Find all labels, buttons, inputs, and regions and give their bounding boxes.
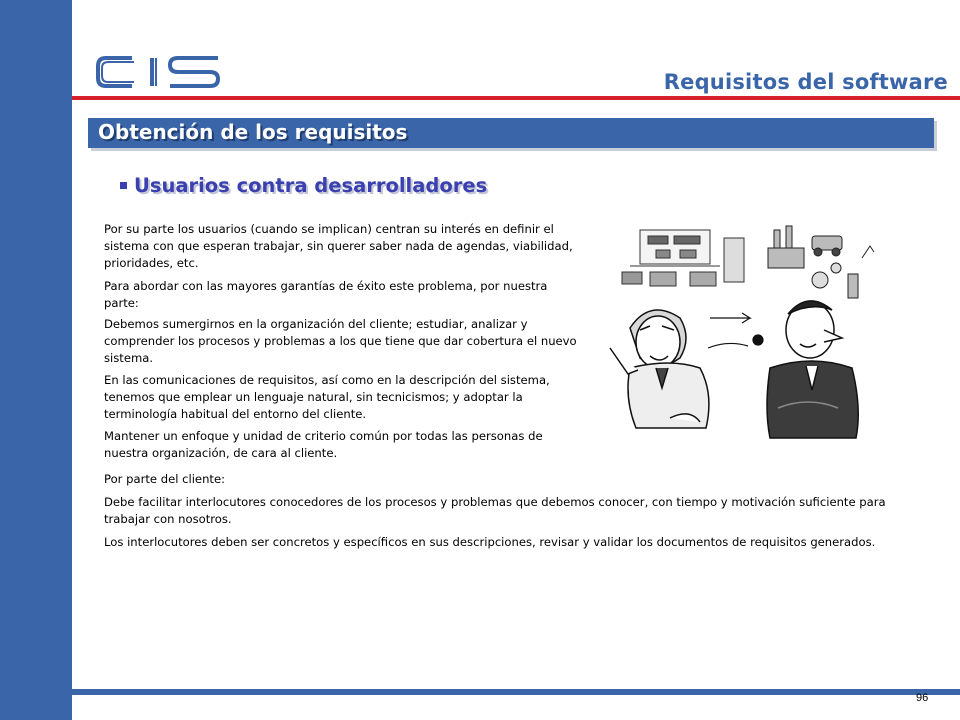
paragraph-unity: Mantener un enfoque y unidad de criterio común por todas las personas de nuestra organización, de cara al cliente. bbox=[104, 429, 543, 460]
paragraph-language: En las comunicaciones de requisitos, así como en la descripción del sistema, tenemos que emplear un lenguaje natural, sin tecnicismos; y adoptar la terminología habitual del entorno del cliente. bbox=[104, 373, 550, 421]
header-divider bbox=[72, 96, 960, 100]
paragraph-our-part: Para abordar con las mayores garantías de éxito este problema, por nuestra parte: bbox=[104, 279, 548, 310]
diagram-thought-icon bbox=[622, 230, 744, 286]
section-banner bbox=[88, 118, 934, 148]
paragraph-client-part: Por parte del cliente: bbox=[104, 472, 225, 486]
cartoon-illustration bbox=[600, 218, 900, 444]
bullet-heading: Usuarios contra desarrolladores bbox=[134, 174, 488, 197]
section-title: Obtención de los requisitos bbox=[98, 120, 408, 144]
cis-logo bbox=[92, 52, 224, 92]
header-title: Requisitos del software bbox=[663, 70, 948, 94]
footer-bar bbox=[72, 689, 960, 695]
client-figure-icon bbox=[767, 301, 858, 438]
paragraph-interlocutors: Debe facilitar interlocutores conocedores de los procesos y problemas que debemos conocer, con tiempo y motivación suficiente para trabajar con nosotros. bbox=[104, 495, 886, 526]
factory-thought-icon bbox=[768, 226, 874, 298]
left-decorative-bar bbox=[0, 0, 72, 720]
paragraph-specific: Los interlocutores deben ser concretos y específicos en sus descripciones, revisar y validar los documentos de requisitos generados. bbox=[104, 535, 876, 549]
bullet-square-icon bbox=[120, 182, 127, 189]
paragraph-users: Por su parte los usuarios (cuando se implican) centran su interés en definir el sistema con que esperan trabajar, sin querer saber nada de agendas, viabilidad, prioridades, etc. bbox=[104, 222, 573, 270]
page-number: 96 bbox=[916, 692, 929, 704]
paragraph-immerse: Debemos sumergirnos en la organización del cliente; estudiar, analizar y comprender los procesos y problemas a los que tiene que dar cobertura el nuevo sistema. bbox=[104, 317, 577, 365]
conflict-arrow-icon bbox=[708, 313, 763, 348]
developer-figure-icon bbox=[610, 310, 709, 428]
